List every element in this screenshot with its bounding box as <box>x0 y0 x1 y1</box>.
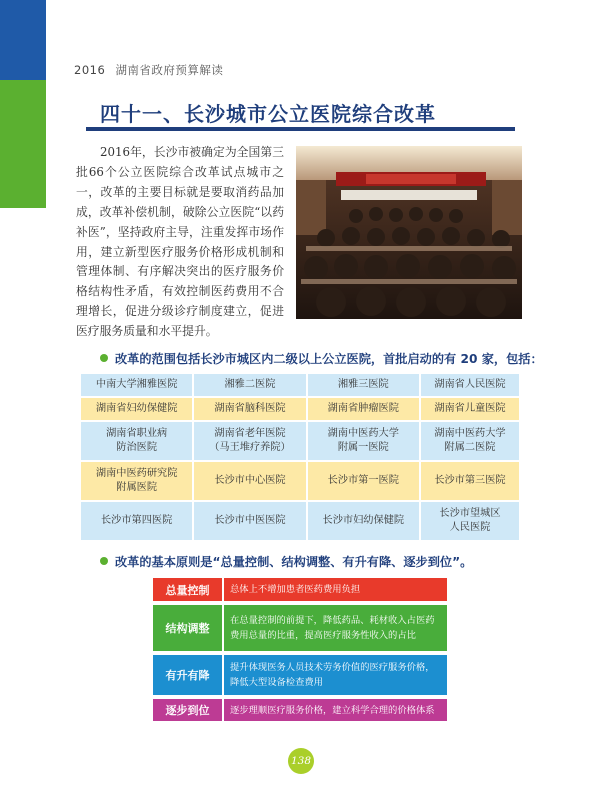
principle-label: 有升有降 <box>153 655 222 695</box>
section-title: 四十一、长沙城市公立医院综合改革 <box>100 102 436 126</box>
table-row <box>81 502 519 540</box>
hospital-cell: 湖南中医药大学 附属二医院 <box>421 422 519 460</box>
principle-row <box>153 699 447 721</box>
hospital-cell: 湖南省人民医院 <box>421 374 519 396</box>
hospital-cell: 长沙市中医医院 <box>194 502 305 540</box>
principle-row <box>153 578 447 601</box>
principles-list <box>153 578 447 725</box>
principle-desc: 在总量控制的前提下，降低药品、耗材收入占医药费用总量的比重，提高医疗服务性收入的占比 <box>224 605 447 651</box>
hospital-cell: 长沙市妇幼保健院 <box>308 502 419 540</box>
hospital-cell: 湖南中医药研究院 附属医院 <box>81 462 192 500</box>
meeting-photo <box>296 146 522 319</box>
principle-label: 总量控制 <box>153 578 222 601</box>
principle-row <box>153 655 447 695</box>
header-title: 湖南省政府预算解读 <box>115 63 224 77</box>
table-row <box>81 422 519 460</box>
hospital-cell: 湖南省肿瘤医院 <box>308 398 419 420</box>
hospital-cell: 湘雅三医院 <box>308 374 419 396</box>
hospital-cell: 湖南省脑科医院 <box>194 398 305 420</box>
hospital-cell: 长沙市中心医院 <box>194 462 305 500</box>
hospital-cell: 湖南省妇幼保健院 <box>81 398 192 420</box>
hospital-cell: 湖南省儿童医院 <box>421 398 519 420</box>
hospital-cell: 长沙市第三医院 <box>421 462 519 500</box>
principle-label: 结构调整 <box>153 605 222 651</box>
hospital-table <box>79 372 521 542</box>
running-header <box>74 62 223 78</box>
header-year: 2016 <box>74 63 106 77</box>
principle-desc: 总体上不增加患者医药费用负担 <box>224 578 447 601</box>
hospital-cell: 湘雅二医院 <box>194 374 305 396</box>
page-number: 138 <box>288 748 314 774</box>
title-underline <box>86 127 515 131</box>
principle-desc: 提升体现医务人员技术劳务价值的医疗服务价格，降低大型设备检查费用 <box>224 655 447 695</box>
hospital-cell: 长沙市望城区 人民医院 <box>421 502 519 540</box>
scope-heading <box>100 350 543 367</box>
bullet-dot <box>100 557 108 565</box>
principle-desc: 逐步理顺医疗服务价格，建立科学合理的价格体系 <box>224 699 447 721</box>
scope-heading-text: 改革的范围包括长沙市城区内二级以上公立医院，首批启动的有 20 家，包括： <box>115 352 543 366</box>
table-row <box>81 398 519 420</box>
hospital-cell: 湖南省老年医院 （马王堆疗养院） <box>194 422 305 460</box>
principle-heading-text: 改革的基本原则是“总量控制、结构调整、有升有降、逐步到位”。 <box>115 555 473 569</box>
side-accent-green <box>0 80 46 208</box>
intro-paragraph: 2016年，长沙市被确定为全国第三批66个公立医院综合改革试点城市之一，改革的主要目标就是要取消药品加成，改革补偿机制，破除公立医院“以药补医”，坚持政府主导，注重发挥市场作用，建立新型医疗服务价格形成机制和管理体制、有序解决突出的医疗服务价格结构性矛盾，有效控制医药费用不合理增长，促进分级诊疗制度建立，促进医疗服务质量和水平提升。 <box>76 145 284 339</box>
hospital-cell: 中南大学湘雅医院 <box>81 374 192 396</box>
hospital-cell: 长沙市第四医院 <box>81 502 192 540</box>
side-accent-blue <box>0 0 46 80</box>
hospital-cell: 湖南中医药大学 附属一医院 <box>308 422 419 460</box>
principle-heading <box>100 553 472 570</box>
bullet-dot <box>100 354 108 362</box>
principle-label: 逐步到位 <box>153 699 222 721</box>
hospital-cell: 长沙市第一医院 <box>308 462 419 500</box>
hospital-cell: 湖南省职业病 防治医院 <box>81 422 192 460</box>
table-row <box>81 462 519 500</box>
principle-row <box>153 605 447 651</box>
table-row <box>81 374 519 396</box>
